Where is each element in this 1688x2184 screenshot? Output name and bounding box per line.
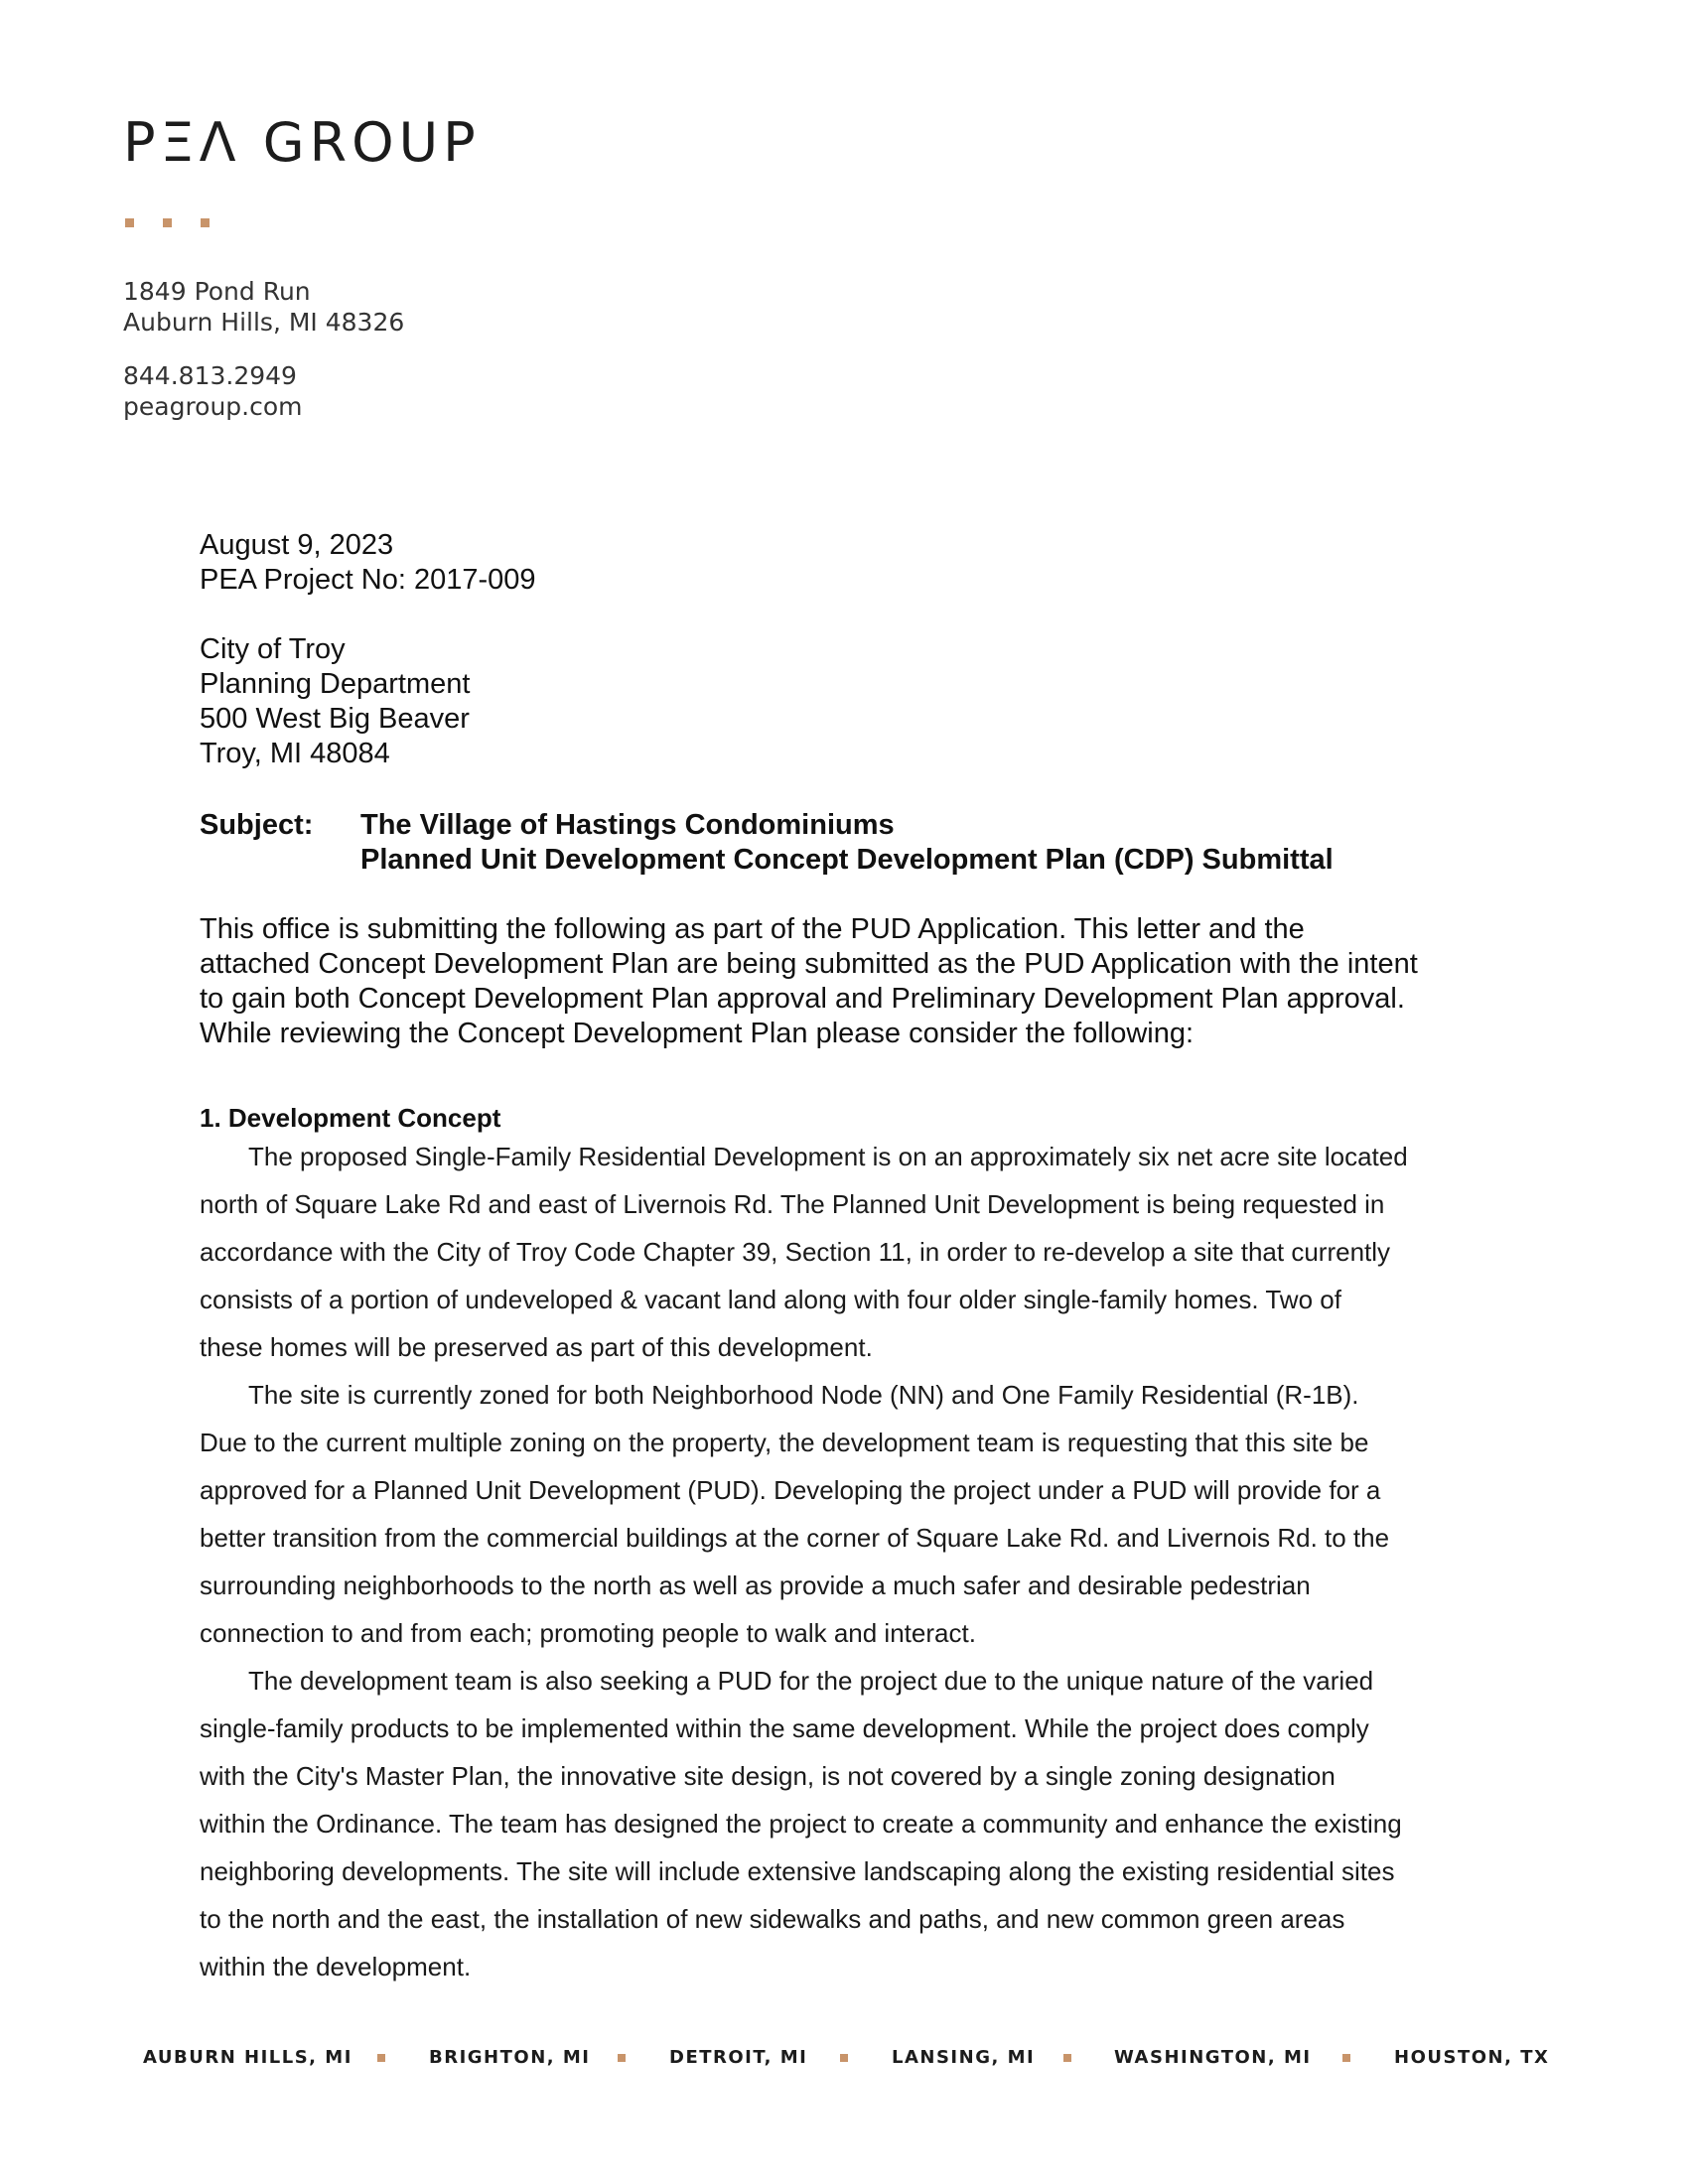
footer-separator [377,2054,385,2062]
recipient-line-2: Planning Department [200,668,471,700]
footer-separator [840,2054,848,2062]
body-line: better transition from the commercial buildings at the corner of Square Lake Rd. and Livernois Rd. to the [200,1523,1390,1553]
body-line: The proposed Single-Family Residential Development is on an approximately six net acre site located [248,1142,1408,1171]
intro-line: This office is submitting the following as part of the PUD Application. This letter and the [200,913,1305,945]
footer-separator [1063,2054,1071,2062]
body-line: north of Square Lake Rd and east of Livernois Rd. The Planned Unit Development is being requested in [200,1189,1385,1219]
address-line-1: 1849 Pond Run [123,277,311,306]
footer-separator [618,2054,626,2062]
accent-dot-2 [163,218,172,227]
recipient-line-4: Troy, MI 48084 [200,738,390,769]
body-line: Due to the current multiple zoning on the property, the development team is requesting that this site be [200,1428,1369,1457]
letter-date: August 9, 2023 [200,529,394,561]
body-line: neighboring developments. The site will include extensive landscaping along the existing residential sites [200,1856,1395,1886]
intro-line: While reviewing the Concept Development Plan please consider the following: [200,1018,1195,1049]
footer-separator [1342,2054,1350,2062]
body-line: connection to and from each; promoting people to walk and interact. [200,1618,976,1648]
accent-dot-1 [125,218,134,227]
subject-label: Subject: [200,809,314,841]
body-line: with the City's Master Plan, the innovative site design, is not covered by a single zoning designation [200,1761,1336,1791]
body-line: within the development. [200,1952,472,1981]
body-line: these homes will be preserved as part of this development. [200,1332,873,1362]
subject-line-2: Planned Unit Development Concept Development Plan (CDP) Submittal [360,844,1334,876]
body-line: to the north and the east, the installation of new sidewalks and paths, and new common green areas [200,1904,1345,1934]
footer-location: HOUSTON, TX [1394,2047,1550,2068]
body-line: consists of a portion of undeveloped & vacant land along with four older single-family homes. Two of [200,1285,1341,1314]
recipient-line-3: 500 West Big Beaver [200,703,470,735]
phone-number: 844.813.2949 [123,361,297,390]
body-line: The development team is also seeking a PUD for the project due to the unique nature of the varied [248,1666,1374,1696]
intro-line: to gain both Concept Development Plan approval and Preliminary Development Plan approval. [200,983,1405,1015]
section-heading: 1. Development Concept [200,1103,501,1133]
company-logo: PΞΛ GROUP [123,111,481,174]
body-line: surrounding neighborhoods to the north as well as provide a much safer and desirable pedestrian [200,1570,1311,1600]
project-number: PEA Project No: 2017-009 [200,564,536,596]
website-link[interactable]: peagroup.com [123,392,303,421]
body-line: within the Ordinance. The team has designed the project to create a community and enhance the existing [200,1809,1402,1839]
address-line-2: Auburn Hills, MI 48326 [123,308,405,337]
footer-location: LANSING, MI [892,2047,1036,2068]
body-line: single-family products to be implemented within the same development. While the project does comply [200,1713,1369,1743]
recipient-line-1: City of Troy [200,633,346,665]
accent-dot-3 [201,218,210,227]
footer-location: DETROIT, MI [669,2047,808,2068]
body-line: The site is currently zoned for both Neighborhood Node (NN) and One Family Residential (R-1B). [248,1380,1359,1410]
footer-location: AUBURN HILLS, MI [143,2047,352,2068]
body-line: accordance with the City of Troy Code Chapter 39, Section 11, in order to re-develop a site that currently [200,1237,1391,1267]
intro-line: attached Concept Development Plan are being submitted as the PUD Application with the intent [200,948,1418,980]
intro-paragraph [200,912,1510,1051]
footer-location: WASHINGTON, MI [1114,2047,1312,2068]
subject-line-1: The Village of Hastings Condominiums [360,809,895,841]
body-line: approved for a Planned Unit Development (PUD). Developing the project under a PUD will provide for a [200,1475,1381,1505]
footer-locations [143,2043,1553,2073]
footer-location: BRIGHTON, MI [429,2047,591,2068]
